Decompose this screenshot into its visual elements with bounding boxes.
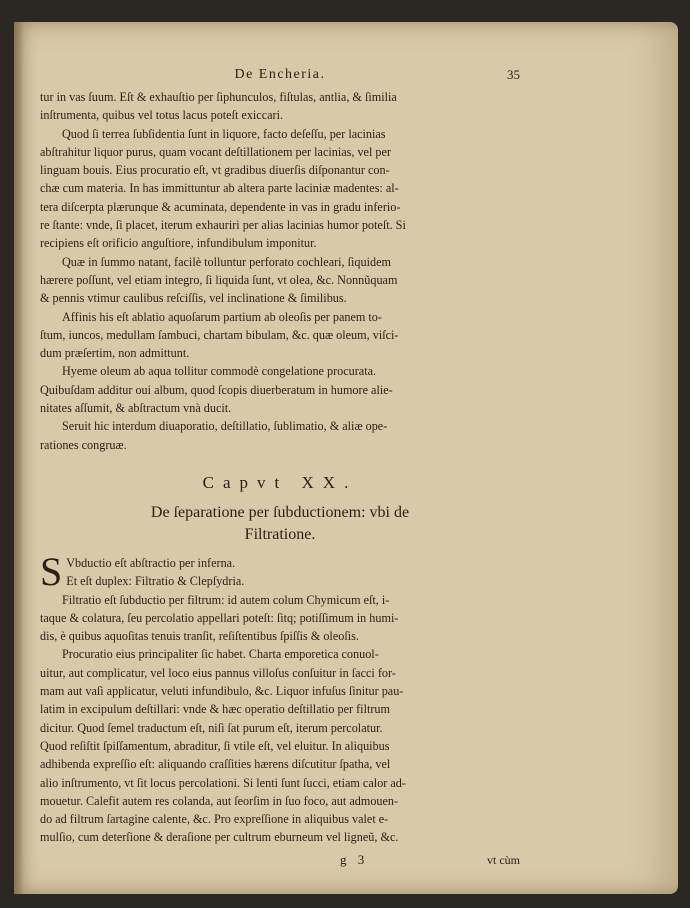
text-line: Quibuſdam additur oui album, quod ſcopis diuerberatum in humore alie- — [40, 382, 393, 397]
text-line: mam aut vaſi applicatur, veluti infundibulo, &c. Liquor infuſus ſinitur pau- — [40, 684, 404, 699]
running-head — [40, 66, 520, 88]
text-line: linguam bouis. Eius procuratio eſt, vt gradibus diuerſis diſponantur con- — [40, 163, 390, 178]
catchword: vt cùm — [487, 852, 520, 867]
text-line: chæ cum materia. In has immittuntur ab altera parte laciniæ madentes: al- — [40, 181, 399, 196]
chapter-heading: Capvt XX. — [202, 472, 358, 492]
text-line: Seruit hic interdum diuaporatio, deſtillatio, ſublimatio, & aliæ ope- — [62, 419, 388, 434]
paragraph-3 — [40, 253, 520, 308]
text-line: dum præſertim, non admittunt. — [40, 346, 190, 361]
text-line: re ſtante: vnde, ſi placet, iterum exhauriri per alias lacinias humor poteſt. Si — [40, 218, 406, 233]
text-line: rationes congruæ. — [40, 437, 127, 452]
book-page — [14, 22, 678, 894]
running-title: De Encheria. — [234, 67, 326, 82]
text-line: latim in excipulum deſtillari: vnde & hæc operatio deſtillatio per filtrum — [40, 702, 390, 717]
drop-cap: S — [40, 548, 63, 594]
text-line: Hyeme oleum ab aqua tollitur commodè congelatione procurata. — [62, 364, 377, 379]
text-line: mulſio, cum deterſione & deraſione per cultrum eburneum vel ligneũ, &c. — [40, 830, 399, 845]
paragraph-1 — [40, 88, 520, 125]
text-line: recipiens eſt orificio anguſtiore, infundibulum imponitur. — [40, 236, 317, 251]
paragraph-4 — [40, 308, 520, 363]
text-line: tera diſcerpta plærunque & acuminata, dependente in vas in gradu inferio- — [40, 199, 401, 214]
signature-mark: g 3 — [340, 851, 369, 867]
paragraph-8 — [40, 645, 520, 846]
text-line: mouetur. Calefit autem res colanda, aut ſeorſim in ſuo foco, aut admouen- — [40, 793, 399, 808]
chapter-title-line: Filtratione. — [244, 525, 316, 543]
text-line: Et eſt duplex: Filtratio & Clepſydria. — [66, 574, 245, 589]
text-line: adhibenda expreſſio eſt: aliquando craſſities hærens diſcutitur ſpatha, vel — [40, 757, 391, 772]
text-line: Quæ in ſummo natant, facilè tolluntur perforato cochleari, ſiquidem — [62, 254, 391, 269]
text-line: & pennis vtimur caulibus reſciſſis, vel inclinatione & ſimilibus. — [40, 291, 347, 306]
text-line: abſtrahitur liquor purus, quam vocant deſtillationem per lacinias, vel per — [40, 144, 391, 159]
page-number: 35 — [507, 67, 520, 82]
text-line: hærere poſſunt, vel etiam integro, ſi liquida ſunt, vt olea, &c. Nonnũquam — [40, 272, 398, 287]
text-line: inſtrumenta, quibus vel totus lacus poteſt exiccari. — [40, 108, 284, 123]
text-line: Filtratio eſt ſubductio per filtrum: id autem colum Chymicum eſt, i- — [62, 592, 390, 607]
text-line: Procuratio eius principaliter ſic habet. Charta emporetica conuol- — [62, 647, 379, 662]
paragraph-2 — [40, 125, 520, 253]
text-line: dis, è quibus aquoſitas tenuis tranſit, reſiſtentibus ſpiſſis & oleoſis. — [40, 629, 359, 644]
paragraph-5 — [40, 362, 520, 417]
text-line: ſtum, iuncos, medullam ſambuci, chartam bibulam, &c. quæ oleum, viſci- — [40, 327, 399, 342]
chapter-title-line: De ſeparatione per ſubductionem: vbi de — [150, 503, 410, 521]
text-line: alio inſtrumento, vt ſit locus percolationi. Si lenti ſunt ſucci, etiam calor ad- — [40, 775, 406, 790]
text-line: dicitur. Quod ſemel traductum eſt, niſi ſat purum eſt, iterum percolatur. — [40, 720, 383, 735]
text-line: Quod reſiſtit ſpiſſamentum, abraditur, ſi vtile eſt, vel eluitur. In aliquibus — [40, 738, 390, 753]
text-line: Affinis his eſt ablatio aquoſarum partium ab oleoſis per panem to- — [62, 309, 382, 324]
text-line: nitates aſſumit, & abſtractum vnà ducit. — [40, 401, 232, 416]
text-line: tur in vas ſuum. Eſt & exhauſtio per ſiphunculos, fiſtulas, antlia, & ſimilia — [40, 90, 397, 104]
page-text — [40, 66, 520, 871]
text-line: do ad filtrum ſartagine calente, &c. Pro expreſſione in aliquibus valet e- — [40, 812, 389, 827]
paragraph-6 — [40, 417, 520, 454]
text-line: Quod ſi terrea ſubſidentia ſunt in liquore, facto deſeſſu, per lacinias — [62, 126, 386, 141]
text-line: taque & colatura, ſeu percolatio appellari poteſt: ſitq; potiſſimum in humi- — [40, 610, 399, 625]
text-line: uitur, aut complicatur, vel loco eius pannus villoſus conſuitur in ſacci for- — [40, 665, 396, 680]
text-line: Vbductio eſt abſtractio per inferna. — [66, 555, 236, 570]
page-footer — [40, 851, 520, 871]
paragraph-first — [40, 548, 520, 594]
paragraph-7 — [40, 591, 520, 646]
